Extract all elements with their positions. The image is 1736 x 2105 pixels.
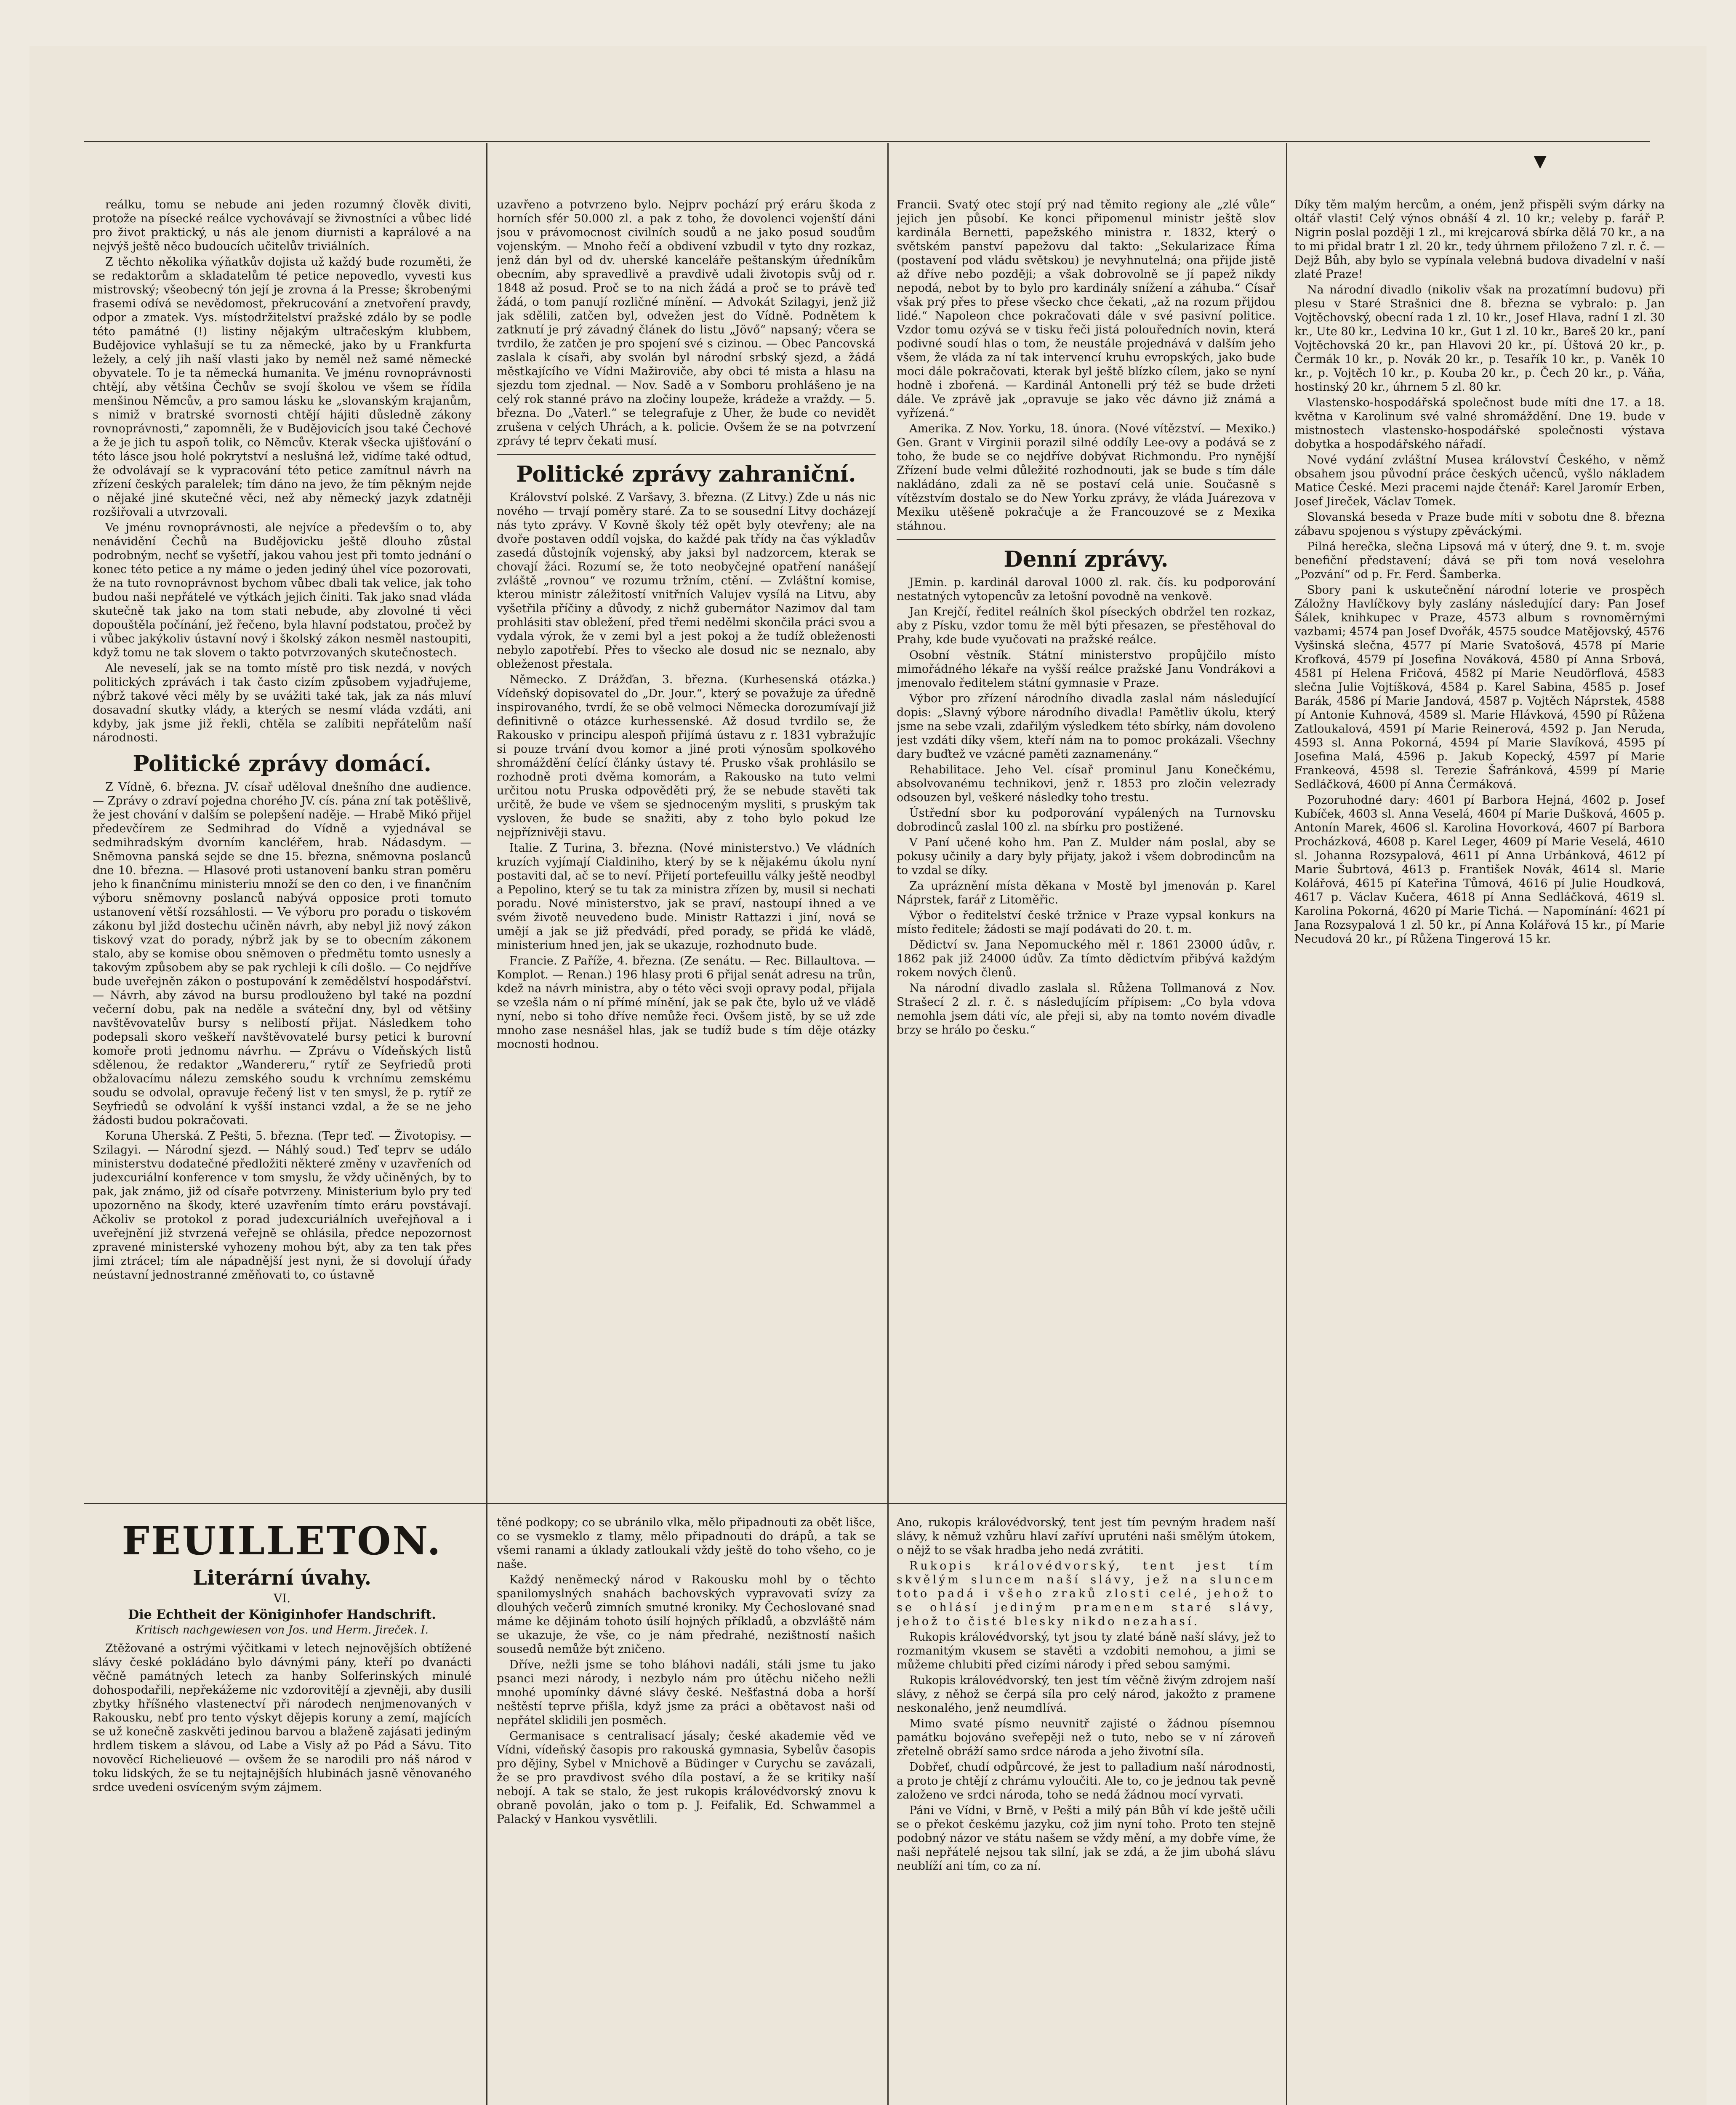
paragraph: Výbor pro zřízení národního divadla zaslal nám následující dopis: „Slavný výbore národního divadla! Pamětliv úkolu, který jsme na sebe vzali, zdařilým výsledkem této sbírky, nám dovoleno jest vzdáti díky všem, kteří nám na to pomoc prokázali. Všechny dary buďtež ve vzácné paměti zaznamenány.“ <box>897 692 1275 761</box>
paragraph: těné podkopy; co se ubránilo vlka, mělo připadnouti za obět lišce, co se vysmeklo z tlamy, mělo připadnouti do drápů, a tak se všemi ranami a úklady zatloukali vždy ještě do toho všeho, co je naše. <box>497 1516 876 1571</box>
divider <box>497 454 876 455</box>
paragraph: Mimo svaté písmo neuvnitř zajisté o žádnou písemnou památku bojováno sveřepěji než o tuto, nebo se v ní zároveň zřetelně obráží samo srdce národa a jeho životní síla. <box>897 1717 1275 1758</box>
paragraph: Ale neveselí, jak se na tomto místě pro tisk nezdá, v nových politických zprávách i tak často cizím způsobem vyjadřujeme, nýbrž takové věci měly by se uvážiti také tak, jak za nás mluví dosavadní skutky vlády, a kterých se nesmí vláda vzdáti, ani kdyby, jak jsme již řekli, chtěla se zalíbiti nepřátelům naší národnosti. <box>93 662 471 744</box>
paragraph: Osobní věstník. Státní ministerstvo propůjčilo místo mimořádného lékaře na vyšší reálce pražské Janu Vondrákovi a jmenovalo ředitelem státní gymnasie v Praze. <box>897 649 1275 690</box>
column-4 <box>1294 198 1665 2105</box>
paragraph: Rukopis královédvorský, tent jest tím skvělým sluncem naší slávy, jež na sluncem toto padá i všeho zraků zlosti celé, jehož to se ohlásí jediným pramenem staré slávy, jehož to čisté blesky nikdo nezahasí. <box>897 1559 1275 1628</box>
column-1 <box>93 198 471 1497</box>
paragraph: Pozoruhodné dary: 4601 pí Barbora Hejná, 4602 p. Josef Kubíček, 4603 sl. Anna Veselá, 4604 pí Marie Dušková, 4605 p. Antonín Marek, 4606 sl. Karolina Hovorková, 4607 pí Barbora Procházková, 4608 p. Karel Leger, 4609 pí Marie Veselá, 4610 sl. Johanna Rozsypalová, 4611 pí Anna Urbánková, 4612 pí Marie Šubrtová, 4613 p. František Novák, 4614 sl. Marie Kolářová, 4615 pí Kateřina Tůmová, 4616 pí Julie Houdková, 4617 p. Václav Kučera, 4618 pí Anna Sedláčková, 4619 sl. Karolina Pokorná, 4620 pí Marie Tichá. — Napomínání: 4621 pí Jana Rozsypalová 1 zl. 50 kr., pí Anna Kolářová 15 kr., pí Marie Necudová 20 kr., pí Růžena Tingerová 15 kr. <box>1294 794 1665 946</box>
paragraph: Dědictví sv. Jana Nepomuckého měl r. 1861 23000 údův, r. 1862 pak již 24000 údův. Za tímto dědictvím přibývá každým rokem nových členů. <box>897 938 1275 979</box>
paragraph: Koruna Uherská. Z Pešti, 5. března. (Tepr teď. — Životopisy. — Szilagyi. — Národní sjezd. — Náhlý soud.) Teď teprv se událo ministerstvu dodatečné předložiti některé změny v uzavřeních od judexcuriální konference v tom smyslu, že vždy učiněných, by to pak, jak známo, již od císaře potvrzeny. Ministerium bylo pry teď upozorněno na škody, které uzavřením tímto eráru povstávají. Ačkoliv se protokol z porad judexcuriálních uveřejňoval a i uveřejnění již stvrzená veřejně se ohlásila, předce nepozornost zpravené ministerské vyhozeny mohou být, aby za ten tak přes jimi ztrácel; tím ale nápadnější jest nyni, že si dovolují úřady neústavní jednostranné změňovati to, co ústavně <box>93 1130 471 1282</box>
paragraph: Páni ve Vídni, v Brně, v Pešti a milý pán Bůh ví kde ještě učili se o překot českému jazyku, což jim nyní toho. Proto ten stejně podobný názor ve státu našem se vždy mění, a my dobře víme, že naši nepřátelé nejsou tak silní, jak se zdá, a že jim ubohá slávu neublíží ani tím, co za ní. <box>897 1804 1275 1873</box>
paragraph: Ano, rukopis královédvorský, tent jest tím pevným hradem naší slávy, k němuž vzhůru hlaví zaříví upruténi naši smělým útokem, o nějž to se však hradba jeho nedá zvrátiti. <box>897 1516 1275 1557</box>
section-heading: Denní zprávy. <box>1004 546 1169 572</box>
paragraph: Každý neněmecký národ v Rakousku mohl by o těchto spanilomyslných snahách bachovských vypravovati svízy za dlouhých večerů zimních smutné kroniky. My Čechoslované snad máme ke dějinám tohoto úsilí hojných příkladů, a obzvláště nám se ukazuje, že vše, co je nám předrahé, nezištností našich sousedů nemůže být zničeno. <box>497 1573 876 1656</box>
feuilleton-subtitle: Literární úvahy. <box>192 1566 372 1590</box>
feuilleton-rule <box>84 1503 1286 1504</box>
top-rule <box>84 141 1650 142</box>
column-3 <box>897 198 1275 1497</box>
paragraph: Království polské. Z Varšavy, 3. března. (Z Litvy.) Zde u nás nic nového — trvají poměry staré. Za to se sousední Litvy docházejí nás tyto zprávy. V Kovně školy též opět byly otevřeny; ale na dvoře postaven oddíl vojska, do každé pak třídy na čas výkladův zasedá důstojník vojenský, aby jaksi byl nadzorcem, kterak se chovají žáci. Rozumí se, že toto neobyčejné opatření nanášejí zvláště „rovnou“ ve rozumu tržním, ctění. — Zvláštní komise, kterou ministr záležitostí vnitřních Valujev vysílá na Litvu, aby vyšetřila příčiny a důvody, z nichž gubernátor Nazimov dal tam prohlásiti stav obležení, před třemi nedělmi skončila práci svou a vydala výrok, že v zemi byl a jest pokoj a že tudíž obleženosti nebylo zapotřebí. Přes to všecko ale dosud nic se neznalo, aby obleženost přestala. <box>497 491 876 671</box>
feuilleton-heading: Die Echtheit der Königinhofer Handschrift. <box>128 1607 436 1622</box>
feuilleton-number: VI. <box>273 1591 291 1605</box>
paragraph: Díky těm malým hercům, a oném, jenž přispěli svým dárky na oltář vlasti! Celý výnos obnáší 4 zl. 10 kr.; veleby p. farář P. Nigrin poslal později 1 zl., mi krejcarová sbírka dělá 70 kr., a na to mi přidal bratr 1 zl. 20 kr., tedy úhrnem přiloženo 7 zl. r. č. — Dejž Bůh, aby bylo se vypínala velebná budova divadelní v naší zlaté Praze! <box>1294 198 1665 281</box>
paragraph: V Paní učené koho hm. Pan Z. Mulder nám poslal, aby se pokusy učinily a dary byly přijaty, jakož i všem dobrodincům na to vzdal se díky. <box>897 836 1275 877</box>
paragraph: Nové vydání zvláštní Musea království Českého, v němž obsahem jsou původní práce českých učenců, vyšlo nákladem Matice České. Mezi pracemi najde čtenář: Karel Jaromír Erben, Josef Jireček, Václav Tomek. <box>1294 453 1665 508</box>
paragraph: Francie. Z Paříže, 4. března. (Ze senátu. — Rec. Billaultova. — Komplot. — Renan.) 196 hlasy proti 6 přijal senát adresu na trůn, kdež na návrh ministra, aby o této věci svoji opravy podal, přijala se vzešla nám o ní přímé mínění, jak se pak čte, bylo už ve vládě nyní, nebo si toho dříve nemůže řeci. Ovšem jistě, by se už zde mnoho zase nesnášel hlas, jak se tudíž bude s tím děje otázky mocnosti hodnou. <box>497 954 876 1051</box>
paragraph: Dříve, nežli jsme se toho bláhovi nadáli, stáli jsme tu jako psanci mezi národy, i nezbylo nám pro útěchu ničeho nežli mnohé upomínky dávné slávy české. Nešťastná doba a horší neštěstí teprve přišla, když jsme za práci a obětavost naši od nepřátel sklidili jen posměch. <box>497 1658 876 1727</box>
paragraph: Ústřední sbor ku podporování vypálených na Turnovsku dobrodinců zaslal 100 zl. na sbírku pro postižené. <box>897 807 1275 834</box>
paragraph: Na národní divadlo (nikoliv však na prozatímní budovu) při plesu v Staré Strašnici dne 8. března se vybralo: p. Jan Vojtěchovský, obecní rada 1 zl. 10 kr., Josef Hlava, radní 1 zl. 30 kr., Ute 80 kr., Ledvina 10 kr., Gut 1 zl. 10 kr., Bareš 20 kr., paní Vojtěchovská 20 kr., pan Hlavovi 20 kr., pí. Úštová 20 kr., p. Čermák 10 kr., p. Novák 20 kr., p. Tesařík 10 kr., p. Vaněk 10 kr., p. Vojtěch 10 kr., p. Kouba 20 kr., p. Čech 20 kr., p. Váňa, hostinský 20 kr., úhrnem 5 zl. 80 kr. <box>1294 283 1665 394</box>
feuilleton-column-1 <box>93 1516 471 2105</box>
paragraph: Z Vídně, 6. března. JV. císař uděloval dnešního dne audience. — Zprávy o zdraví pojedna chorého JV. cís. pána zní tak potěšlivě, že jest chování v dalším se polepšení naděje. — Hrabě Mikó přijel předevčírem ze Sedmihrad do Vídně a vyjednával se sedmihradským dvorním kancléřem, hrab. Nádasdym. — Sněmovna panská sejde se dne 15. března, sněmovna poslanců dne 10. března. — Hlasové proti ustanovení banku stran poměru jeho k finančnímu ministeriu množí se den co den, i ve finančním výboru sněmovny poslanců nabývá opposice proti tomuto ustanovení větší rozsáhlosti. — Ve výboru pro poradu o tiskovém zákonu byl jižd dostechu učiněn návrh, aby nebyl již nový zákon tiskový vzat do porady, nýbrž jak by se to obecním zákonem stalo, aby se komise obou sněmoven o předmětu tomto usnesly a takovým způsobem aby se pak rychleji k cíli došlo. — Co nejdříve bude uveřejněn zákon o postupování k zemědělství hospodářství. — Návrh, aby závod na bursu prodlouženo byl také na pozdní večerní dobu, pak na neděle a sváteční dny, byl od většiny navštěvovatelův bursy s nelibostí přijat. Následkem toho podepsali skoro veškeří navštěvovatelé bursy petici k burovní komoře proti jednomu návrhu. — Zprávu o Vídeňských listů sdělenou, že redaktor „Wandereru,“ rytíř ze Seyfriedů proti obžalovacímu nálezu zemského soudu k vrchnímu zemskému soudu se odvolal, opravuje řečený list v ten smysl, že p. rytíř ze Seyfriedů se odvolání k vyšší instanci vzdal, a že se ne jeho žádosti budou pokračovati. <box>93 781 471 1127</box>
section-heading: Politické zprávy domácí. <box>133 751 431 777</box>
newspaper-page <box>29 46 1707 2105</box>
paragraph: Za upráznění místa děkana v Mostě byl jmenován p. Karel Náprstek, farář z Litoměřic. <box>897 879 1275 906</box>
paragraph: Výbor o ředitelství české tržnice v Praze vypsal konkurs na místo ředitele; žádosti se mají podávati do 20. t. m. <box>897 909 1275 936</box>
section-heading: Politické zprávy zahraniční. <box>516 461 856 487</box>
paragraph: Ve jménu rovnoprávnosti, ale nejvíce a především o to, aby nenávidění Čechů na Budějovicku ještě dlouho zůstal podrobným, nechť se vyšetří, jakou vahou jest při tomto jednání o konec této petice a ny máme o jeden jediný úhel více pozorovati, že na tuto rovnoprávnost bychom vůbec dbali tak velice, jak toho budou naši nepřátelé ve výtkách jejich činiti. Tak jako snad vláda skutečně tak jako na tom stati nebude, aby zlovolné ti věci dopouštěla počínání, jež řečeno, byla hlavní podstatou, pročež by i vůbec jakýkoliv ústavní nový i školský zákon nesměl nastoupiti, když tomu ne tak slovem o takto potvrzovaných skutečnostech. <box>93 521 471 659</box>
paragraph: Ztěžované a ostrými výčitkami v letech nejnovějších obtížené slávy české pokládáno bylo dávnými pány, kteří po dvanácti věčně památných letech za hanby Solferinských minulé dohospodařili, nepřekážeme nic vzdorovitějí a zjevněji, aby dusili zbytky hříšného vlastenectví při národech nenjmenovaných v Rakousku, nebť pro tento výskyt dějepis koruny a zemí, majících se už konečně zaskvěti jedinou barvou a blaženě zajásati jediným hrdlem tiskem a slávou, od Labe a Visly až po Pád a Sávu. Tito novověcí Richelieuové — ovšem že se narodili pro náš národ v toku lidských, že se tu nejtajnějších hlubinách jasně věnovaného srdce uvedeni osvíceným svým zájmem. <box>93 1642 471 1794</box>
column-rule <box>887 143 889 2105</box>
paragraph: Slovanská beseda v Praze bude míti v sobotu dne 8. března zábavu spojenou s výstupy zpěváckými. <box>1294 511 1665 538</box>
paragraph: reálku, tomu se nebude ani jeden rozumný člověk diviti, protože na písecké reálce vychovávají se živnostníci a vůbec lidé pro život praktický, u nás ale jenom diurnisti a kaprálové a na nejvýš ještě něco budoucích učitelův triviálních. <box>93 198 471 253</box>
paragraph: Amerika. Z Nov. Yorku, 18. února. (Nové vítězství. — Mexiko.) Gen. Grant v Virginii porazil silné oddíly Lee-ovy a podává se z toho, že bude se co nejdříve dobývat Richmondu. Pro nynější Zřízení bude velmi důležité rozhodnouti, jak se bude s tím dále nakládáno, zdali za ně se postaví celá unie. Současně s vítězstvím dostalo se do New Yorku zprávy, že vláda Juárezova v Mexiku utěšeně pokračuje a že Francouzové se z Mexika stáhnou. <box>897 422 1275 533</box>
paragraph: Německo. Z Drážďan, 3. března. (Kurhesenská otázka.) Vídeňský dopisovatel do „Dr. Jour.“, který se považuje za úředně inspirovaného, tvrdí, že se obě velmoci Německa dorozumívají již definitivně o otázce kurhessenské. Až dosud tvrdilo se, že Rakousko v principu alespoň přijímá ústavu z r. 1831 vybražujíc si pouze trvání dvou komor a jiné proti výnosům spolkového shromáždění čelící články ústavy té. Prusko však prohlásilo se rozhodně proti dvěma komorám, a Rakousko na tuto velmi určitou notu Pruska odpověděti prý, že se nebude stavěti tak určitě, že bude ve všem se sjednoceným mysliti, s pruským tak vysloven, že bude se snažiti, aby z toho bylo pokud lze nejpříznivěji stavu. <box>497 673 876 839</box>
paragraph: Germanisace s centralisací jásaly; české akademie věd ve Vídni, vídeňský časopis pro rakouská gymnasia, Sybelův časopis pro dějiny, Sybel v Mnichově a Büdinger v Curychu se zavázali, že se pro pravdivost svého díla postaví, a že se kritiky naší nebojí. A tak se stalo, že jest rukopis královédvorský znovu k obraně povolán, jako o tom p. J. Feifalik, Ed. Schwammel a Palacký v Hankou vysvětlili. <box>497 1729 876 1826</box>
column-rule <box>1286 143 1287 2105</box>
paragraph: uzavřeno a potvrzeno bylo. Nejprv pochází prý eráru škoda z horních sfér 50.000 zl. a pak z toho, že dovolenci vojenští dáni jsou v právomocnost civilních soudů a ne jako posud soudům vojenským. — Mnoho řečí a obdivení vzbudil v tyto dny rozkaz, jenž dán byl od dv. uherské kanceláře peštanským úředníkům obecním, aby spravedlivě a pravdivě udali životopis svůj od r. 1848 až posud. Proč se to na nich žádá a proč se to právě teď žádá, o tom panují rozličné mínění. — Advokát Szilagyi, jenž již jak sdělili, zatčen byl, odvežen jest do Vídně. Podnětem k zatknutí je prý závadný článek do listu „Jövő“ napsaný; včera se tvrdilo, že zatčen je pro spojení své s cizinou. — Obec Pancovská zaslala k císaři, aby svolán byl národní srbský sjezd, a žádá městkajícího ve Vídni Mažiroviče, aby obci té mista a hlasu na sjezdu tom zjednal. — Nov. Sadě a v Somboru prohlášeno je na celý rok stanné právo na zločiny loupeže, krádeže a vraždy. — 5. března. Do „Vaterl.“ se telegrafuje z Uher, že bude co nevidět zrušena v celých Uhrách, a k. policie. Ovšem že se na potvrzení zprávy té teprv čekati musí. <box>497 198 876 448</box>
feuilleton-column-2 <box>497 1516 876 2105</box>
page-mark: ▼ <box>1534 152 1547 171</box>
paragraph: Rukopis královédvorský, ten jest tím věčně živým zdrojem naší slávy, z něhož se čerpá síla pro celý národ, jakožto z pramene neskonalého, jenž neumdlívá. <box>897 1674 1275 1715</box>
paragraph: Rukopis královédvorský, tyt jsou ty zlaté báně naší slávy, jež to rozmanitým vkusem se stavěti a vzdobiti nemohou, a jimi se můžeme chlubiti před cizími národy i před sebou samými. <box>897 1631 1275 1671</box>
paragraph: Z těchto několika výňatkův dojista už každý bude rozuměti, že se redaktorům a skladatelům té petice nepovedlo, vyvesti kus mistrovský; všeobecný tón její je zrovna á la Presse; škrobenými frasemi odívá se nevědomost, překrucování a znetvoření pravdy, odpor a zmatek. Vys. místodržitelství pražské zdálo by se podle této památné (!) listiny nějakým ultračeským klubbem, Budějovice vyhlašují se tu za německé, jako by u Frankfurta ležely, a celý jih naší vlasti jako by neměl než samé německé obyvatele. To je ta německá humanita. Ve jménu rovnoprávnosti chtějí, aby většina Čechův se svojí školou ve všem se řídila menšinou Němcův, a pro samou lásku ke „slovanským krajanům, s nimiž v bratrské svornosti chtějí hájiti důsledně zákony rovnoprávnosti,“ zapomněli, že v Budějovicích jsou také Čechové a že je jich tu aspoň tolik, co Němcův. Kterak všecka ujišťování o této lásce jsou holé pokrytství a neslušná lež, vidíme také odtud, že odvolávají se k vypracování této petice zamítnul návrh na zřízení českých paralelek; tím dáno na jevo, že tím pěkným nejde o nějaké jiné skutečné věci, než aby německý jazyk zdatněji rozšiřovali a utvrzovali. <box>93 256 471 519</box>
feuilleton-column-3 <box>897 1516 1275 2105</box>
paragraph: Sbory pani k uskutečnění národní loterie ve prospěch Záložny Havlíčkovy byly zaslány následující dary: Pan Josef Šálek, knihkupec v Praze, 4573 album s rovnoměrnými vazbami; 4574 pan Josef Dvořák, 4575 soudce Matějovský, 4576 Vyšinská slečna, 4577 pí Marie Svatošová, 4578 pí Marie Krofková, 4579 pí Josefina Nováková, 4580 pí Anna Srbová, 4581 pí Helena Fričová, 4582 pí Marie Neudörflová, 4583 slečna Julie Vojtíšková, 4584 p. Karel Sabina, 4585 p. Josef Barák, 4586 pí Marie Jandová, 4587 p. Vojtěch Náprstek, 4588 pí Antonie Kuhnová, 4589 sl. Marie Hlávková, 4590 pí Růžena Zatloukalová, 4591 pí Marie Reinerová, 4592 p. Jan Neruda, 4593 sl. Anna Pokorná, 4594 pí Marie Slavíková, 4595 pí Josefina Malá, 4596 p. Jakub Kopecký, 4597 pí Marie Frankeová, 4598 sl. Terezie Šafránková, 4599 pí Marie Sedláčková, 4600 pí Anna Čermáková. <box>1294 584 1665 791</box>
paragraph: Rehabilitace. Jeho Vel. císař prominul Janu Konečkému, absolvovanému technikovi, jenž r. 1853 pro zločin velezrady odsouzen byl, veškeré následky toho trestu. <box>897 763 1275 804</box>
paragraph: Dobřeť, chudí odpůrcové, že jest to palladium naší národnosti, a proto je chtějí z chrámu vyloučiti. Ale to, co je jednou tak pevně založeno ve srdci národa, toho se nedá žádnou mocí vyrvati. <box>897 1761 1275 1801</box>
column-2 <box>497 198 876 1497</box>
paragraph: Vlastensko-hospodářská společnost bude míti dne 17. a 18. května v Karolinum své valné shromáždění. Dne 19. bude v mistnostech vlastensko-hospodářské společnosti výstava dobytka a hospodářského nářadí. <box>1294 396 1665 451</box>
paragraph: JEmin. p. kardinál daroval 1000 zl. rak. čís. ku podporování nestatných vytopencův za letošní povodně na venkově. <box>897 576 1275 603</box>
paragraph: Francii. Svatý otec stojí prý nad těmito regiony ale „zlé vůle“ jejich jen působí. Ke konci připomenul ministr ještě slov kardinála Bernetti, papežského ministra r. 1832, který o světském panství papežovu dal takto: „Sekularizace Říma (postavení pod vládu světskou) je nevyhnutelná; ona přijde jistě až dříve nebo později; a však dobrovolně se jí papež nikdy nepodá, nebot by to bylo pro kardinály snížení a záhuba.“ Císař však prý přes to přese všecko chce čekati, „až na rozum přijdou lidé.“ Napoleon chce pokračovati dále v své pasivní politice. Vzdor tomu ozývá se v tisku řeči jistá polouředních novin, která podivné soudí hlas o tom, že neustále projednává v dalším jeho všem, že vláda za ní tak intervencí kruhu evropských, jako bude moci dále pokračovati, kterak byl ještě blízko cílem, jako se nyní hodně i zbořená. — Kardinál Antonelli prý též se bude držeti dále. Ve zprávě jak „opravuje se jako věc dávno již známá a vyřízená.“ <box>897 198 1275 420</box>
column-rule <box>486 143 487 2105</box>
paragraph: Na národní divadlo zaslala sl. Růžena Tollmanová z Nov. Strašecí 2 zl. r. č. s následujícím přípisem: „Co byla vdova nemohla jsem dáti víc, ale přeji si, aby na tomto novém divadle brzy se hrálo po česku.“ <box>897 982 1275 1037</box>
paragraph: Italie. Z Turina, 3. března. (Nové ministerstvo.) Ve vládních kruzích vyjímají Cialdiniho, který by se k nějakému úkolu nyní postaviti dal, ač se to neví. Přijetí portefeuillu války ještě neodbyl a Pepolino, který se tu tak za ministra zřízen by, musil si nechati poradu. Nové ministerstvo, jak se praví, nastoupí ihned a ve svém životě neuvedeno bude. Ministr Rattazzi i jiní, nová se umějí a jak se již předvádí, před porady, se přidá ke vládě, ministerium hned jen, jak se ukazuje, rozhodnuto bude. <box>497 842 876 952</box>
paragraph: Pilná herečka, slečna Lipsová má v úterý, dne 9. t. m. svoje benefiční představení; dává se při tom nová veselohra „Pozvání“ od p. Fr. Ferd. Šamberka. <box>1294 540 1665 581</box>
paragraph: Jan Krejčí, ředitel reálních škol píseckých obdržel ten rozkaz, aby z Písku, vzdor tomu že měl býti přesazen, se přestěhoval do Prahy, kde bude vyučovati na pražské reálce. <box>897 605 1275 646</box>
feuilleton-heading-note: Kritisch nachgewiesen von Jos. und Herm. Jireček. I. <box>136 1624 429 1636</box>
divider <box>897 539 1275 540</box>
feuilleton-title: FEUILLETON. <box>122 1518 442 1564</box>
